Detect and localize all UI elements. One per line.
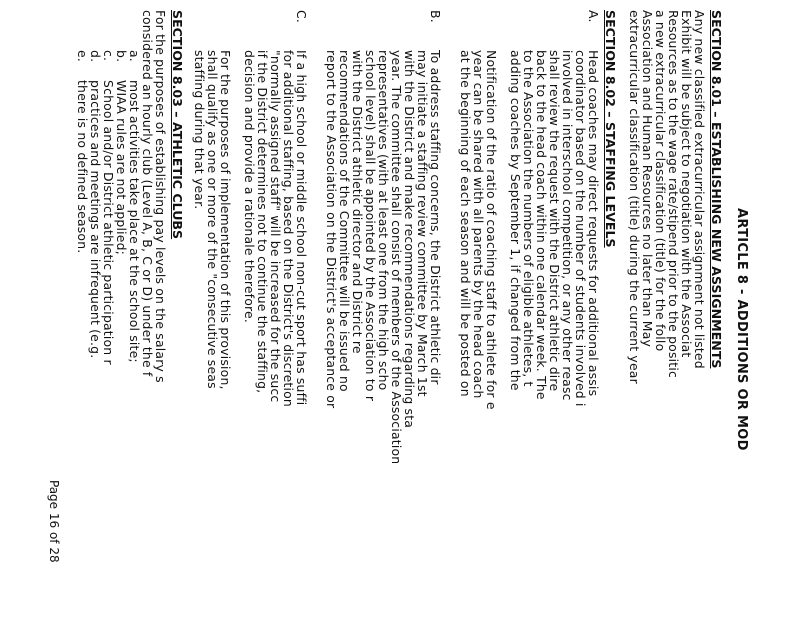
club-list-item-d: practices and meetings are infrequent (e.g. bbox=[88, 80, 103, 359]
page-footer: Page 16 of 28 bbox=[47, 480, 61, 563]
item-a-line-5: back to the head coach within one calendar week. The bbox=[534, 50, 549, 400]
club-list-marker-e: e. bbox=[75, 50, 90, 62]
club-list-marker-c: c. bbox=[101, 50, 116, 62]
item-c-note-line-2: shall qualify as one or more of the "consecutive seas bbox=[205, 50, 220, 389]
item-c-line-5: decision and provide a rationale therefore. bbox=[242, 50, 257, 323]
section-8-01-line-3: Resources as to the wage rate/stipend prior to the positic bbox=[666, 10, 681, 378]
club-list-marker-b: b. bbox=[114, 50, 129, 63]
item-a-line-7: adding coaches by September 1, if changed from the bbox=[508, 50, 523, 391]
section-8-01-line-1: Any new classified extracurricular assignment not listed bbox=[692, 10, 707, 369]
item-a-notice-line-2: year can be shared with all parents by the head coach bbox=[471, 50, 486, 399]
item-b-marker: B. bbox=[428, 10, 443, 23]
item-c-line-1: If a high school or middle school non-cut sport has suffi bbox=[294, 50, 309, 406]
item-b-line-8: recommendations of the Committee will be issued no bbox=[337, 50, 352, 392]
club-list-marker-d: d. bbox=[88, 50, 103, 63]
item-c-note-line-3: staffing during that year. bbox=[192, 50, 207, 210]
item-c-line-3: "normally assigned staff" will be increased for the succ bbox=[268, 50, 283, 403]
item-b-line-2: may initiate a staffing review committee by March 1st bbox=[415, 50, 430, 397]
item-c-line-4: if the District determines not to continue the staffing, bbox=[255, 50, 270, 394]
item-b-line-4: year. The committee shall consist of members of the Association bbox=[389, 50, 404, 465]
section-8-03-line-1: For the purposes of establishing pay levels on the salary s bbox=[153, 10, 168, 383]
section-8-01-line-5: Association and Human Resources no later than May bbox=[640, 10, 655, 348]
item-c-line-2: for additional staffing, based on the District's discretion bbox=[281, 50, 296, 407]
item-b-line-9: report to the Association on the District's acceptance or bbox=[324, 50, 339, 409]
club-list-item-c: School and/or District athletic participation r bbox=[101, 80, 116, 365]
item-a-line-2: coordinator based on the number of students involved i bbox=[573, 50, 588, 407]
section-8-02-heading: SECTION 8.02 – STAFFING LEVELS bbox=[603, 10, 618, 248]
item-a-notice-line-1: Notification of the ratio of coaching staff to athlete for e bbox=[484, 50, 499, 410]
item-a-line-6: to the Association the numbers of eligible athletes, t bbox=[521, 50, 536, 387]
club-list-item-a: most activities take place at the school site; bbox=[127, 80, 142, 363]
item-a-notice-line-3: at the beginning of each season and will be posted on bbox=[458, 50, 473, 397]
club-list-item-b: WIAA rules are not applied; bbox=[114, 80, 129, 256]
article-title: ARTICLE 8 - ADDITIONS OR MOD bbox=[734, 208, 749, 451]
section-8-01-line-6: extracurricular classification (title) during the current year bbox=[627, 10, 642, 384]
club-list-marker-a: a. bbox=[127, 50, 142, 62]
item-a-line-4: shall review the request with the District athletic dire bbox=[547, 50, 562, 392]
item-c-note-line-1: For the purposes of implementation of this provision, bbox=[218, 50, 233, 390]
item-a-line-1: Head coaches may direct requests for additional assis bbox=[586, 50, 601, 397]
item-b-line-1: To address staffing concerns, the District athletic dir bbox=[428, 50, 443, 385]
item-a-line-3: involved in interschool competition, or any other reasc bbox=[560, 50, 575, 401]
item-b-line-7: with the District athletic director and District re bbox=[350, 50, 365, 354]
item-b-line-6: school level) shall be appointed by the Association to r bbox=[363, 50, 378, 402]
section-8-01-line-2: Exhibit will be subject to negotiation with the Associat bbox=[679, 10, 694, 358]
section-8-01-line-4: a new extracurricular classification (title) for the follo bbox=[653, 10, 668, 352]
item-c-marker: C. bbox=[294, 10, 309, 23]
item-b-line-3: with the District and make recommendations regarding sta bbox=[402, 50, 417, 429]
item-a-marker: A. bbox=[586, 10, 601, 23]
document-page bbox=[47, 0, 800, 618]
section-8-03-heading: SECTION 8.03 – ATHLETIC CLUBS bbox=[170, 10, 185, 240]
section-8-01-heading: SECTION 8.01 – ESTABLISHING NEW ASSIGNMENTS bbox=[709, 10, 724, 369]
section-8-03-line-2: considered an hourly club (Level A, B, C or D) under the f bbox=[140, 10, 155, 377]
club-list-item-e: there is no defined season. bbox=[75, 80, 90, 254]
item-b-line-5: representatives (with at least one from the high scho bbox=[376, 50, 391, 391]
